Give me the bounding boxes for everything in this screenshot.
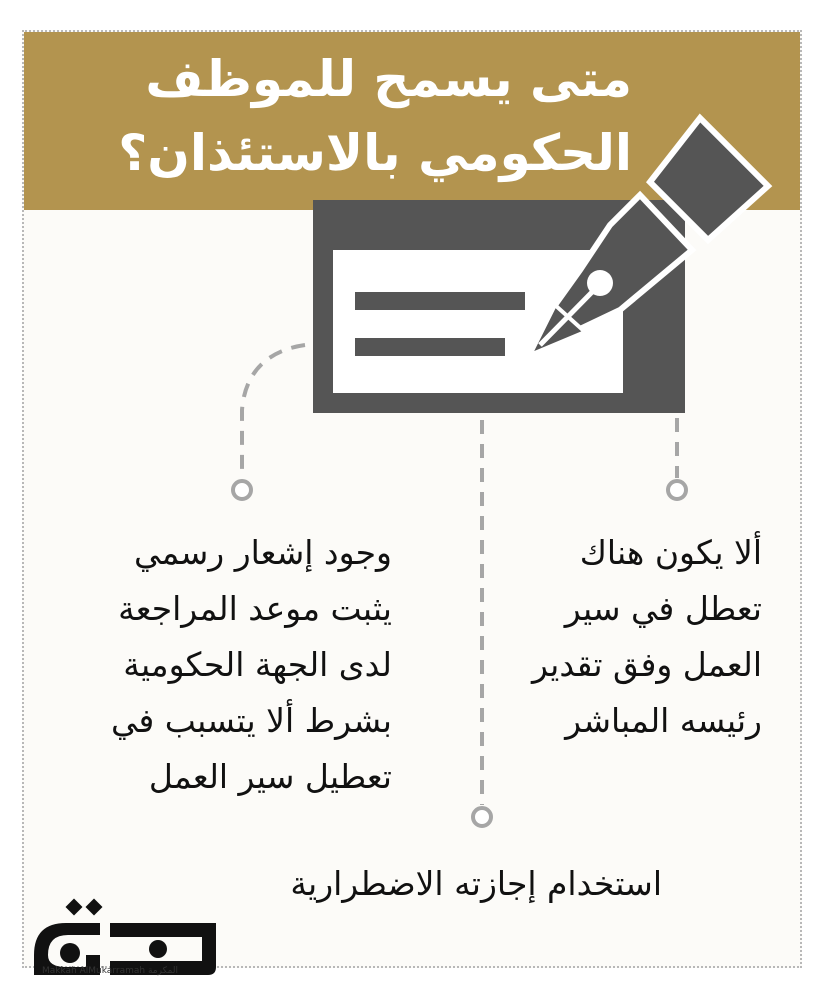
point-line: بشرط ألا يتسبب في [110,701,392,740]
connector-middle-dot [473,808,491,826]
logo-mark [34,899,216,975]
point-emergency-leave: استخدام إجازته الاضطرارية [290,864,662,903]
point-no-disruption [532,525,762,749]
point-line: وجود إشعار رسمي [134,533,392,572]
logo-caption-ar: المكرمة [147,966,178,976]
point-line: تعطل في سير [564,589,762,628]
point-official-notice [111,525,392,805]
title-line-2: الحكومي بالاستئذان؟ [118,124,632,182]
connector-left-dot [233,481,251,499]
connector-right-dot [668,481,686,499]
title-line-1: متى يسمح للموظف [145,50,632,108]
point-line: لدى الجهة الحكومية [123,645,392,684]
connector-left [242,345,305,478]
point-line: تعطيل سير العمل [148,757,392,796]
logo-caption [42,966,178,976]
makkah-logo [30,895,220,975]
point-line: يثبت موعد المراجعة [118,589,392,628]
point-line: العمل وفق تقدير [531,645,762,684]
logo-caption-en: Makkah AlMukarramah [42,966,146,976]
point-line: ألا يكون هناك [579,533,762,572]
point-line: رئيسه المباشر [565,701,762,740]
